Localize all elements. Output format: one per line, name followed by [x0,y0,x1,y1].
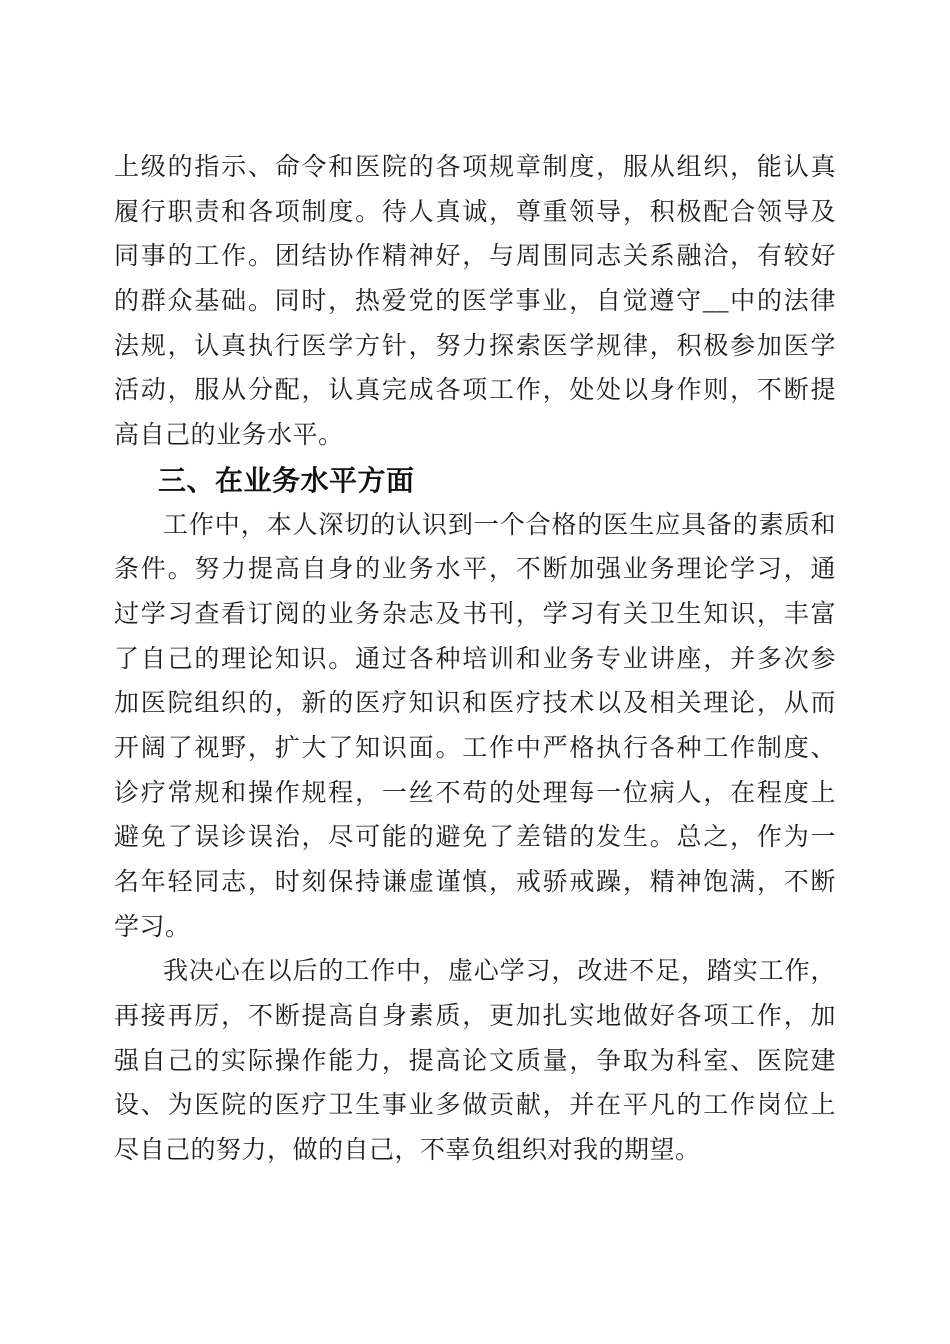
text-line: 尽自己的努力，做的自己，不辜负组织对我的期望。 [114,1137,701,1165]
text-line: 的群众基础。同时，热爱党的医学事业，自觉遵守__中的法律 [114,288,836,316]
text-line: 避免了误诊误治，尽可能的避免了差错的发生。总之，作为一 [114,824,836,852]
text-line: 活动，服从分配，认真完成各项工作，处处以身作则，不断提 [114,377,836,405]
text-line: 开阔了视野，扩大了知识面。工作中严格执行各种工作制度、 [114,734,836,762]
text-line: 再接再厉，不断提高自身素质，更加扎实地做好各项工作，加 [114,1003,836,1031]
text-line: 诊疗常规和操作规程，一丝不苟的处理每一位病人，在程度上 [114,779,836,807]
text-line: 法规，认真执行医学方针，努力探索医学规律，积极参加医学 [114,332,836,360]
text-line: 强自己的实际操作能力，提高论文质量，争取为科室、医院建 [114,1047,836,1075]
text-line: 同事的工作。团结协作精神好，与周围同志关系融洽，有较好 [114,243,836,271]
text-line: 履行职责和各项制度。待人真诚，尊重领导，积极配合领导及 [114,198,836,226]
text-line: 设、为医院的医疗卫生事业多做贡献，并在平凡的工作岗位上 [114,1092,836,1120]
text-line: 学习。 [114,913,191,941]
text-line: 高自己的业务水平。 [114,422,344,450]
text-line: 上级的指示、命令和医院的各项规章制度，服从组织，能认真 [114,154,836,181]
text-line: 过学习查看订阅的业务杂志及书刊，学习有关卫生知识，丰富 [114,600,836,628]
section-heading: 三、在业务水平方面 [158,464,415,496]
text-line: 名年轻同志，时刻保持谦虚谨慎，戒骄戒躁，精神饱满，不断 [114,869,836,896]
text-line: 工作中，本人深切的认识到一个合格的医生应具备的素质和 [163,511,836,539]
paragraph [114,950,836,1173]
text-line: 加医院组织的，新的医疗知识和医疗技术以及相关理论，从而 [114,690,836,718]
text-line: 我决心在以后的工作中，虚心学习，改进不足，踏实工作， [163,958,836,986]
text-line: 条件。努力提高自身的业务水平，不断加强业务理论学习，通 [114,556,836,584]
paragraph [114,146,836,459]
text-line: 了自己的理论知识。通过各种培训和业务专业讲座，并多次参 [114,645,836,673]
paragraph [114,504,836,951]
document-text-block [114,146,836,1174]
